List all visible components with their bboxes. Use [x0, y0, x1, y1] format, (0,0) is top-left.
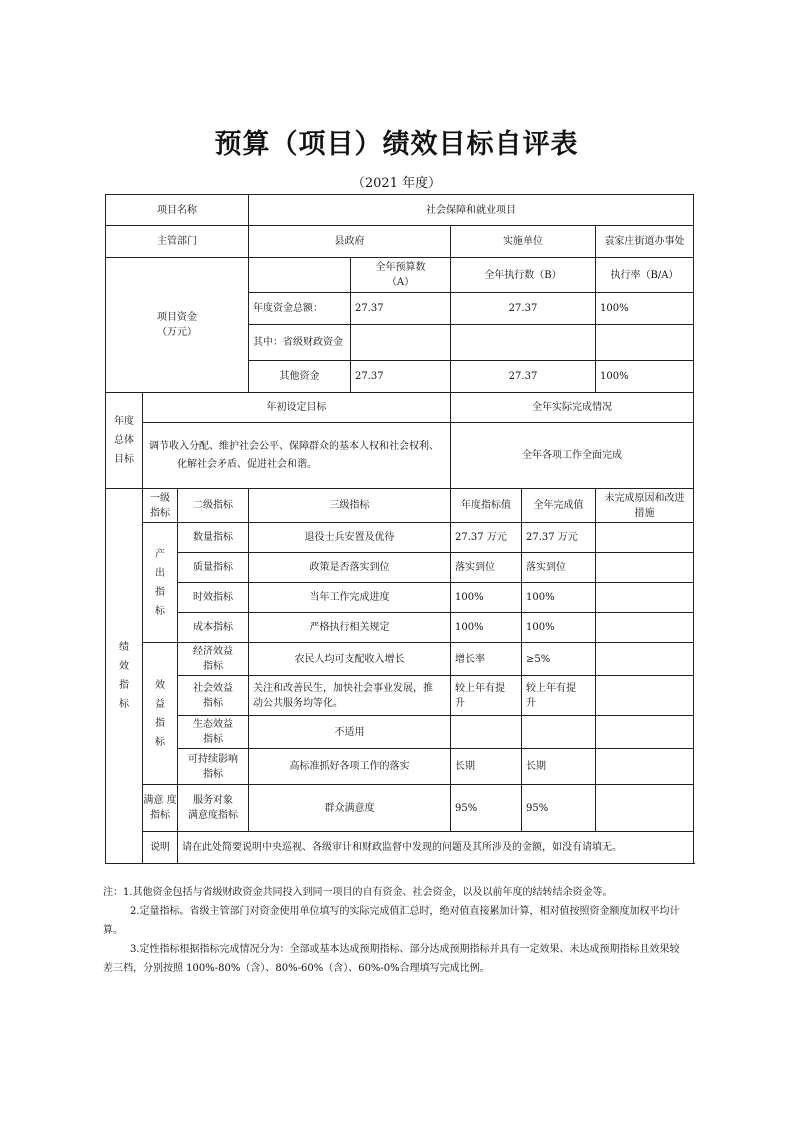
benefit-label — [143, 643, 178, 785]
funds-empty-header — [249, 258, 351, 293]
dept-value: 县政府 — [249, 226, 451, 258]
footnote-line: 3.定性指标根据指标完成情况分为：全部或基本达成预期指标、部分达成预期指标并具有一定效果、未达成预期指标且效果较 — [130, 944, 680, 955]
benefit-lvl3 — [249, 643, 451, 676]
satisfaction-label-char: 满 — [143, 795, 154, 806]
benefit-lvl2 — [178, 716, 249, 749]
funds-row-label: 其他资金 — [249, 361, 351, 393]
dept-row — [106, 226, 694, 258]
funds-row-rate: 100% — [596, 293, 694, 325]
funds-row-a — [351, 325, 451, 361]
funds-row-label: 年度资金总额： — [249, 293, 351, 325]
goals-content-row — [106, 423, 694, 489]
output-lvl2: 数量指标 — [178, 523, 249, 553]
benefit-actual — [522, 643, 596, 676]
funds-col-b: 全年执行数（B） — [451, 258, 596, 293]
benefit-lvl2-line1: 经济效益 — [193, 646, 233, 657]
output-lvl3: 政策是否落实到位 — [249, 553, 451, 583]
goals-done-header: 全年实际完成情况 — [451, 393, 694, 423]
output-lvl2: 时效指标 — [178, 583, 249, 613]
satisfaction-lvl3: 群众满意度 — [249, 785, 451, 832]
output-lvl3: 当年工作完成进度 — [249, 583, 451, 613]
perf-h-lvl1-line2: 指标 — [150, 507, 170, 519]
perf-h-reason-line1: 未完成原因和改进 — [604, 492, 685, 504]
satisfaction-row — [106, 785, 694, 832]
benefit-target-line2: 升 — [455, 697, 465, 709]
benefit-lvl3 — [249, 716, 451, 749]
benefit-lvl2-line2: 指标 — [203, 661, 223, 672]
benefit-row — [106, 676, 694, 716]
benefit-label-char: 标 — [155, 736, 165, 748]
output-target: 27.37 万元 — [451, 523, 522, 553]
benefit-reason — [596, 676, 694, 716]
footnote-line: 算。 — [103, 925, 123, 936]
funds-row-label: 其中：省级财政资金 — [249, 325, 351, 361]
goals-header-row — [106, 393, 694, 423]
satisfaction-lvl2-line2: 满意度指标 — [188, 810, 238, 821]
output-row — [106, 583, 694, 613]
output-reason — [596, 613, 694, 643]
funds-row-rate — [596, 325, 694, 361]
output-reason — [596, 523, 694, 553]
satisfaction-lvl2-line1: 服务对象 — [193, 795, 233, 806]
project-label: 项目名称 — [106, 195, 249, 226]
goals-set-header: 年初设定目标 — [143, 393, 451, 423]
unit-value: 袁家庄街道办事处 — [596, 226, 694, 258]
output-target: 落实到位 — [451, 553, 522, 583]
output-row — [106, 553, 694, 583]
goals-set-line2: 化解社会矛盾、促进社会和谐。 — [177, 458, 317, 470]
funds-label-line1: 项目资金 — [157, 312, 197, 323]
output-label-char: 产 — [155, 548, 165, 560]
benefit-actual — [522, 716, 596, 749]
footnote-line: 注：1.其他资金包括与省级财政资金共同投入到同一项目的自有资金、社会资金，以及以前年度的结转结余资金等。 — [103, 887, 613, 898]
satisfaction-actual: 95% — [522, 785, 596, 832]
benefit-row — [106, 716, 694, 749]
benefit-row — [106, 749, 694, 785]
goals-set-line1: 调节收入分配、维护社会公平、保障群众的基本人权和社会权利、 — [149, 440, 439, 452]
perf-h-lvl1-line1: 一级 — [150, 492, 170, 504]
output-actual: 100% — [522, 613, 596, 643]
dept-label: 主管部门 — [106, 226, 249, 258]
satisfaction-label — [143, 785, 178, 832]
perf-label-char: 绩 — [119, 642, 129, 653]
benefit-lvl2-line1: 生态效益 — [193, 719, 233, 730]
benefit-lvl3-line1: 关注和改善民生，加快社会事业发展，推 — [253, 682, 433, 694]
benefit-lvl3-line1: 农民人均可支配收入增长 — [294, 653, 405, 665]
benefit-actual — [522, 749, 596, 785]
benefit-reason — [596, 749, 694, 785]
benefit-lvl3-line1: 高标准抓好各项工作的落实 — [289, 761, 410, 772]
benefit-row — [106, 643, 694, 676]
output-reason — [596, 553, 694, 583]
satisfaction-target: 95% — [451, 785, 522, 832]
benefit-lvl3-line2: 动公共服务均等化。 — [253, 697, 343, 709]
funds-row-b: 27.37 — [451, 361, 596, 393]
benefit-target — [451, 749, 522, 785]
output-actual: 100% — [522, 583, 596, 613]
benefit-actual — [522, 676, 596, 716]
benefit-target-line1: 较上年有提 — [455, 682, 505, 694]
benefit-reason — [596, 643, 694, 676]
perf-h-lvl3: 三级指标 — [249, 489, 451, 523]
benefit-lvl2-line2: 指标 — [203, 734, 223, 745]
funds-row-a: 27.37 — [351, 361, 451, 393]
footnote-line: 差三档，分别按照 100%-80%（含）、80%-60%（含）、60%-0%合理填写完成比例。 — [103, 963, 490, 974]
perf-header-row — [106, 489, 694, 523]
funds-col-a-line1: 全年预算数 — [375, 262, 426, 273]
benefit-actual-line1: 长期 — [526, 761, 546, 772]
perf-h-reason — [596, 489, 694, 523]
output-lvl3: 严格执行相关规定 — [249, 613, 451, 643]
benefit-target — [451, 643, 522, 676]
satisfaction-label-char: 度指 — [150, 795, 177, 821]
benefit-actual-line1: 较上年有提 — [526, 682, 576, 694]
benefit-target-line1: 长期 — [455, 761, 475, 772]
funds-label-line2: （万元） — [157, 327, 197, 338]
perf-label-char: 指 — [119, 680, 129, 691]
funds-header-row — [106, 258, 694, 293]
perf-h-reason-line2: 措施 — [634, 507, 655, 519]
funds-col-a-line2: （A） — [386, 277, 415, 288]
funds-row-b — [451, 325, 596, 361]
funds-row-rate: 100% — [596, 361, 694, 393]
satisfaction-label-char: 意 — [153, 795, 164, 806]
funds-row-a: 27.37 — [351, 293, 451, 325]
project-row — [106, 195, 694, 226]
page-title: 预算（项目）绩效目标自评表 — [214, 129, 579, 160]
output-lvl2: 质量指标 — [178, 553, 249, 583]
output-lvl2: 成本指标 — [178, 613, 249, 643]
evaluation-table — [105, 194, 694, 864]
year-subtitle: （2021 年度） — [351, 176, 442, 191]
goals-label — [106, 393, 143, 489]
benefit-lvl2-line1: 社会效益 — [193, 682, 233, 694]
project-value: 社会保障和就业项目 — [249, 195, 694, 226]
benefit-reason — [596, 716, 694, 749]
benefit-lvl2-line1: 可持续影响 — [188, 753, 238, 765]
satisfaction-label-char: 标 — [160, 810, 170, 821]
goals-label-char: 年度 — [114, 416, 134, 427]
funds-col-a — [351, 258, 451, 293]
benefit-target — [451, 716, 522, 749]
remark-value: 请在此处简要说明中央巡视、各级审计和财政监督中发现的问题及其所涉及的金额，如没有请填无。 — [178, 832, 694, 864]
benefit-actual-line1: ≥5% — [526, 653, 551, 665]
output-lvl3: 退役士兵安置及优待 — [249, 523, 451, 553]
benefit-label-char: 益 — [155, 698, 165, 710]
goals-label-char: 目标 — [114, 454, 134, 465]
benefit-lvl2-line2: 指标 — [203, 768, 223, 780]
benefit-lvl3 — [249, 676, 451, 716]
benefit-target-line1: 增长率 — [455, 653, 485, 665]
output-actual: 落实到位 — [522, 553, 596, 583]
footnotes — [103, 883, 693, 978]
benefit-label-char: 指 — [155, 717, 165, 729]
output-target: 100% — [451, 613, 522, 643]
benefit-lvl2 — [178, 676, 249, 716]
goals-set-value — [143, 423, 451, 489]
benefit-lvl2 — [178, 749, 249, 785]
goals-done-value: 全年各项工作全面完成 — [451, 423, 694, 489]
funds-row-b: 27.37 — [451, 293, 596, 325]
remark-label: 说明 — [143, 832, 178, 864]
satisfaction-lvl2 — [178, 785, 249, 832]
funds-label — [106, 258, 249, 393]
footnote-line: 2.定量指标。省级主管部门对资金使用单位填写的实际完成值汇总时，绝对值直接累加计算，相对值按照资金额度加权平均计 — [130, 906, 680, 917]
perf-label — [106, 489, 143, 864]
output-row — [106, 613, 694, 643]
output-label-char: 指 — [155, 586, 165, 598]
output-reason — [596, 583, 694, 613]
benefit-lvl2-line2: 指标 — [203, 697, 223, 709]
benefit-actual-line2: 升 — [526, 697, 536, 709]
remark-row — [106, 832, 694, 864]
benefit-lvl3 — [249, 749, 451, 785]
output-actual: 27.37 万元 — [522, 523, 596, 553]
unit-label: 实施单位 — [451, 226, 596, 258]
benefit-target — [451, 676, 522, 716]
funds-col-rate: 执行率（B/A） — [596, 258, 694, 293]
satisfaction-reason — [596, 785, 694, 832]
output-label-char: 出 — [155, 567, 165, 579]
perf-h-target: 年度指标值 — [451, 489, 522, 523]
perf-h-actual: 全年完成值 — [522, 489, 596, 523]
perf-label-char: 效 — [119, 661, 129, 672]
perf-label-char: 标 — [119, 699, 129, 710]
benefit-lvl2 — [178, 643, 249, 676]
output-label-char: 标 — [155, 605, 165, 617]
perf-h-lvl1 — [143, 489, 178, 523]
output-label — [143, 523, 178, 643]
goals-label-char: 总体 — [114, 435, 134, 446]
output-target: 100% — [451, 583, 522, 613]
benefit-label-char: 效 — [155, 679, 165, 691]
perf-h-lvl2: 二级指标 — [178, 489, 249, 523]
benefit-lvl3-line1: 不适用 — [334, 726, 365, 738]
output-row — [106, 523, 694, 553]
